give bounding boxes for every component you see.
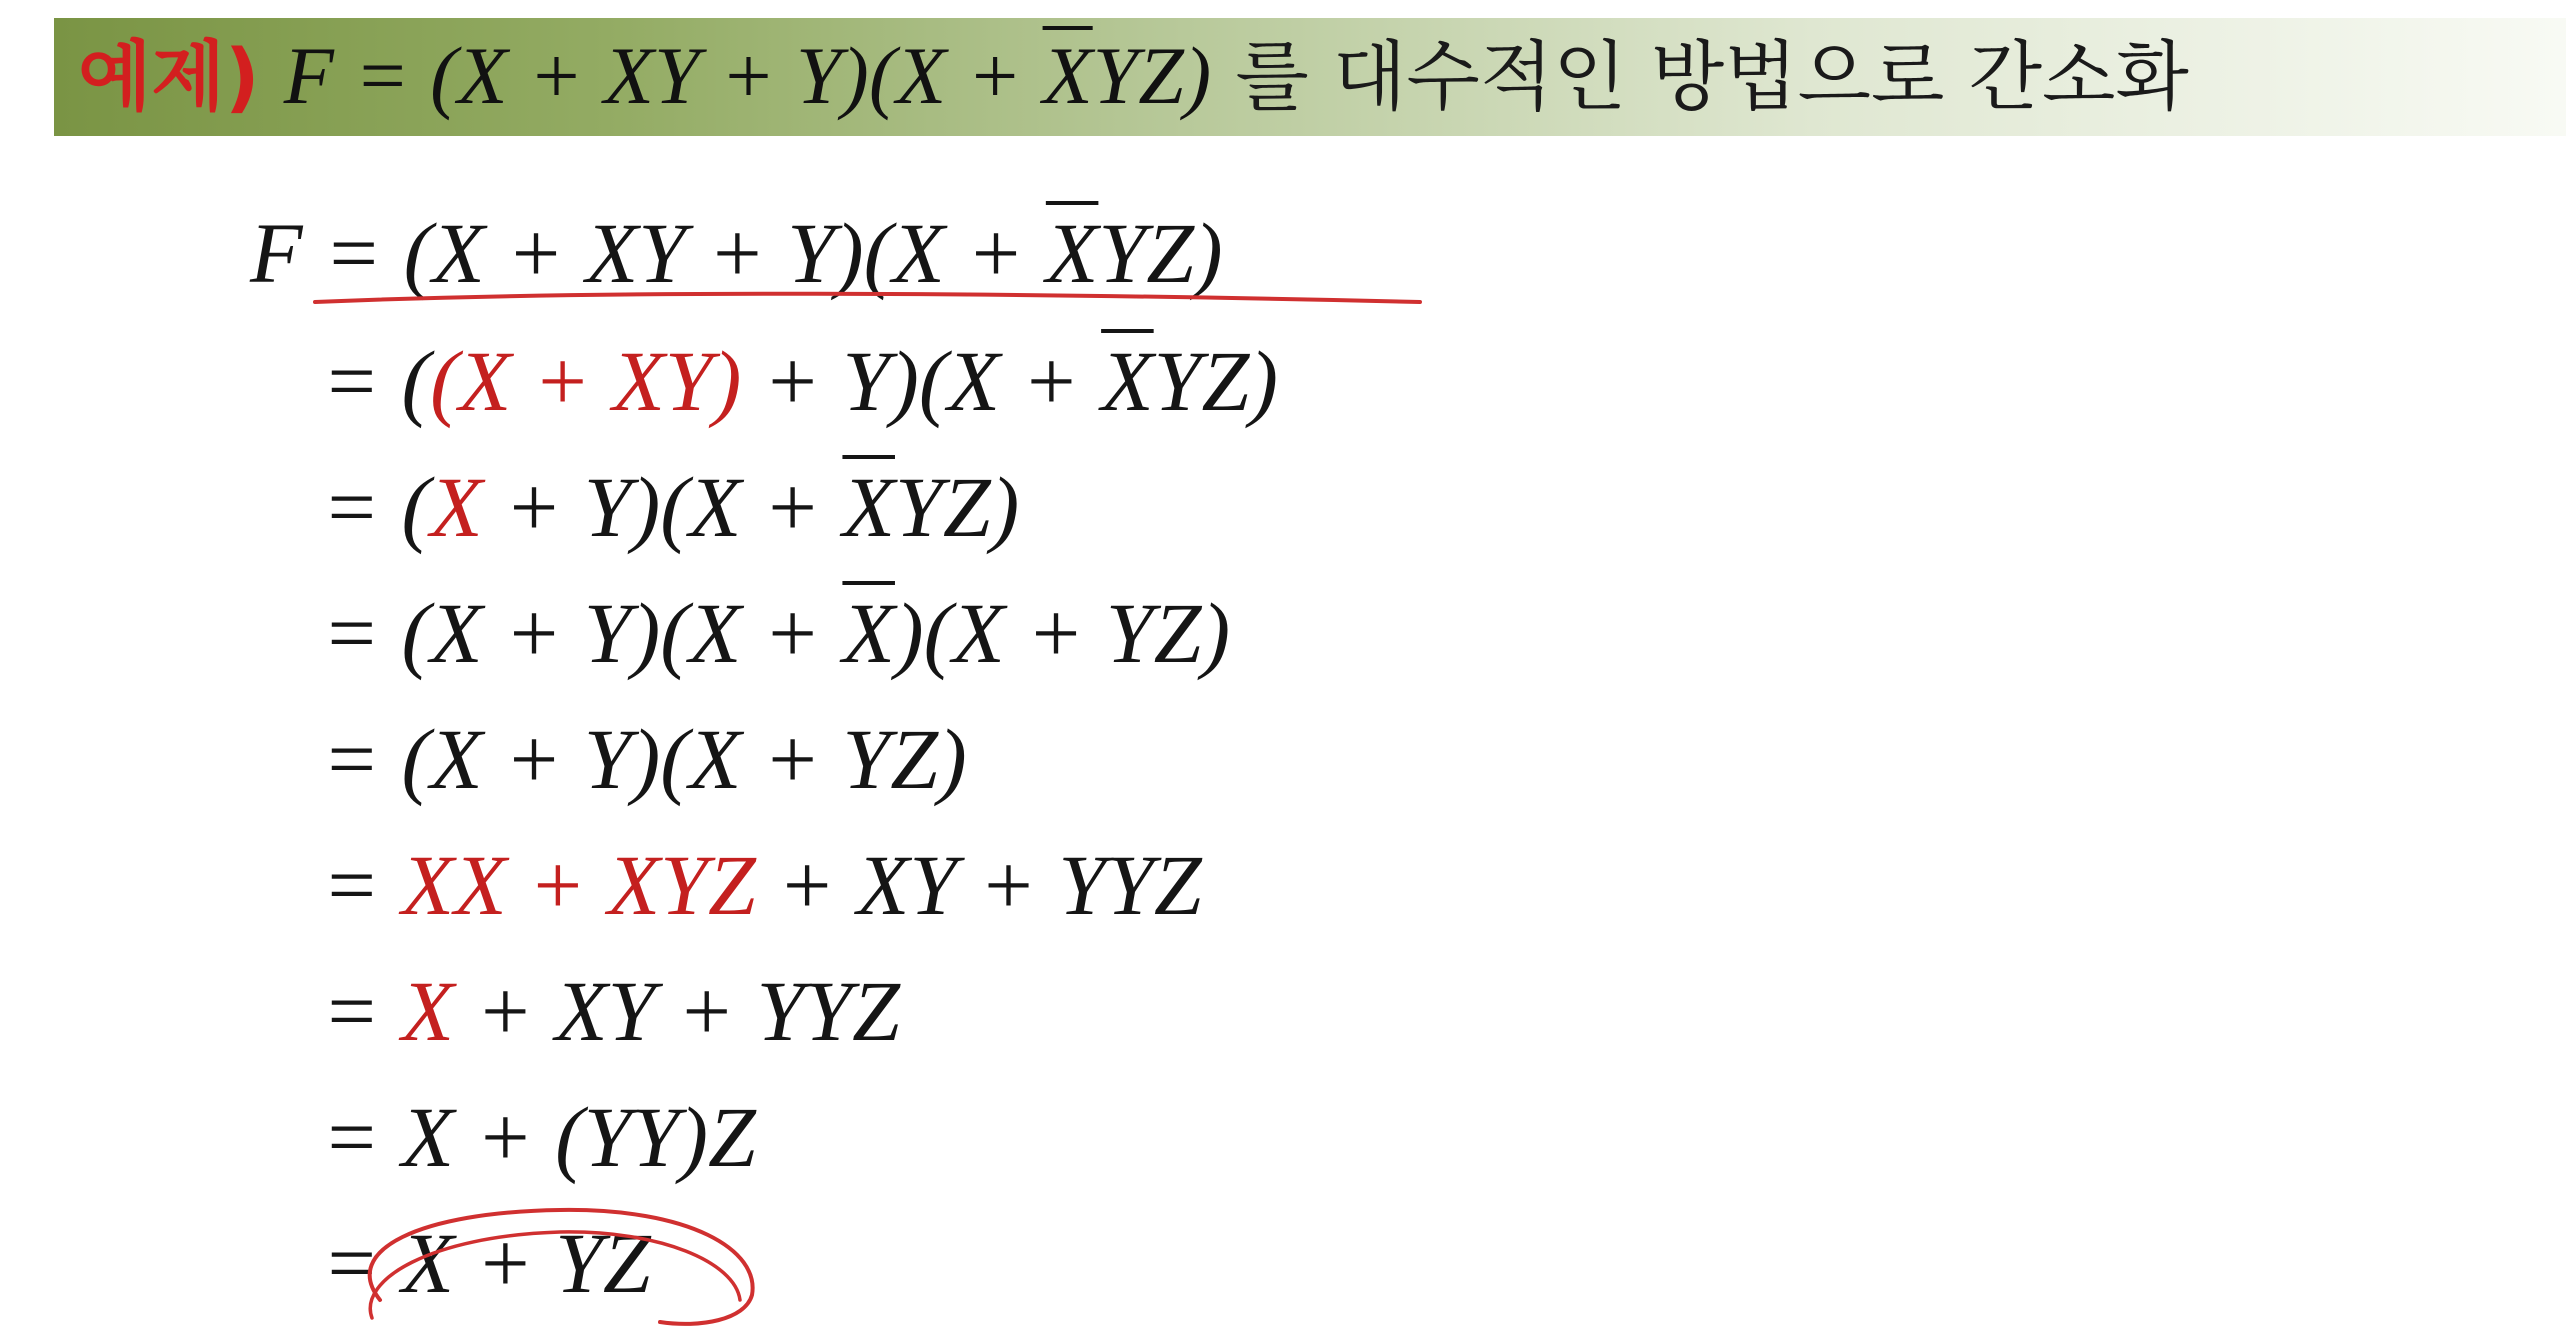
step-8: = X + (YY)Z [322, 1089, 756, 1185]
step-1: F = (X + XY + $Y)(X + \overline{X}YZ)$ [250, 205, 1223, 301]
highlight-term: X [430, 459, 483, 555]
step-2: = $((X + XY) + Y)(X + \overline{X}YZ)$ [322, 333, 1278, 429]
step-6: = XX + XYZ + XY + YYZ [322, 837, 1202, 933]
step-5: = (X + Y)(X + YZ) [322, 711, 967, 807]
slide-title [78, 26, 2189, 126]
title-instruction: 를 대수적인 방법으로 간소화 [1235, 32, 2189, 121]
step-9-result: = X + YZ [322, 1215, 651, 1311]
example-label: 예제) [78, 32, 260, 121]
step-3: = $(X + Y)(X + \overline{X}YZ)$ [322, 459, 1020, 555]
highlight-term: XX + XYZ [401, 837, 756, 933]
highlight-term: X [401, 963, 455, 1059]
title-expression: F = (X + XY + $Y)(X + \overline{X}YZ)$ [283, 30, 1212, 121]
highlight-term: (X + XY) [430, 333, 742, 429]
step-7: = X + XY + YYZ [322, 963, 901, 1059]
step-4: = $(X + Y)(X + \overline{X})(X + YZ)$ [322, 585, 1231, 681]
